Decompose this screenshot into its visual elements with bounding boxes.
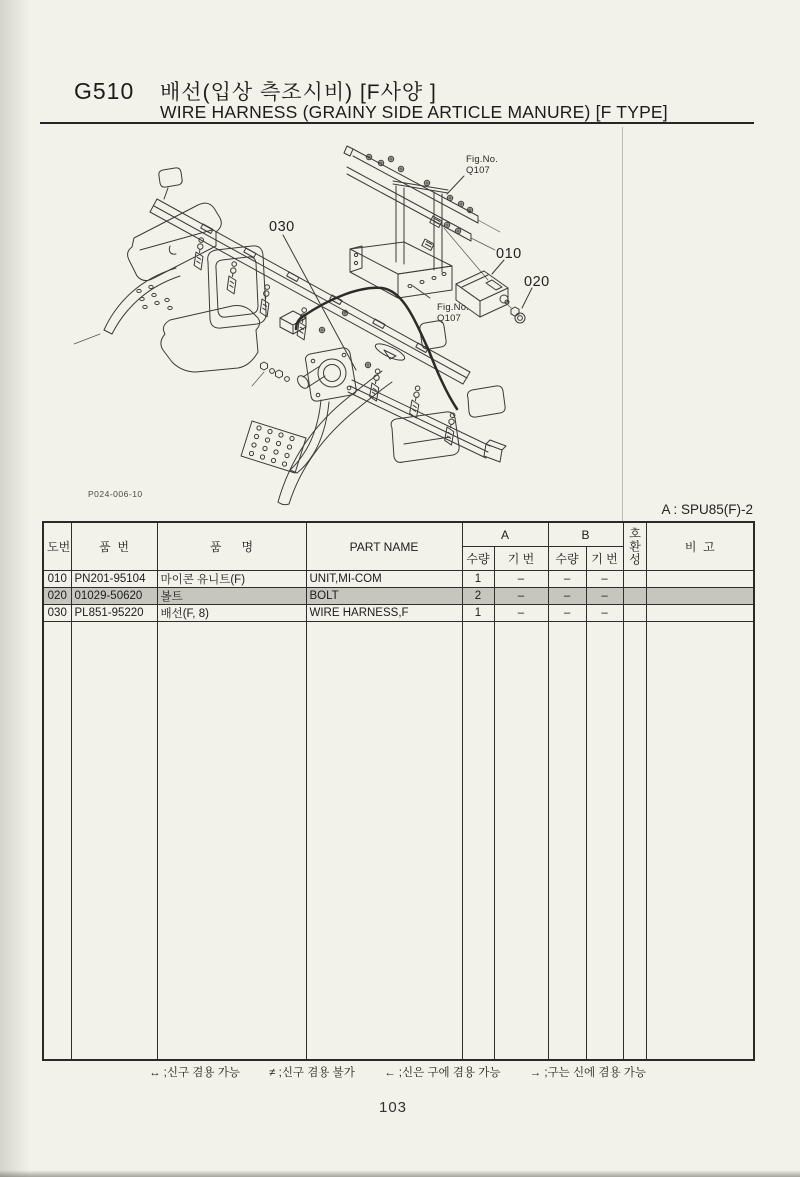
cell-name-ko: 마이콘 유니트(F)	[157, 571, 306, 588]
cell-b-serial: –	[586, 605, 623, 622]
header-b-serial: 기 번	[586, 547, 623, 571]
connector-box	[252, 311, 407, 386]
header-a-qty: 수량	[462, 547, 494, 571]
cell-b-qty: –	[548, 588, 586, 605]
cell-b-serial: –	[586, 588, 623, 605]
cell-remarks	[646, 605, 754, 622]
table-empty-area	[43, 622, 754, 1061]
cell-a-qty: 1	[462, 571, 494, 588]
cell-part-name: BOLT	[306, 588, 462, 605]
cell-fig-no: 020	[43, 588, 71, 605]
steering-hub	[295, 348, 356, 401]
model-note: A : SPU85(F)-2	[661, 502, 753, 517]
cell-part-name: WIRE HARNESS,F	[306, 605, 462, 622]
cell-remarks	[646, 571, 754, 588]
cell-part-no: PL851-95220	[71, 605, 157, 622]
tank-outline	[128, 168, 222, 281]
cell-compat	[623, 605, 646, 622]
exploded-parts-diagram	[0, 0, 800, 520]
cell-a-qty: 2	[462, 588, 494, 605]
header-group-a: A	[462, 522, 548, 547]
header-part-no: 품 번	[71, 522, 157, 571]
cell-a-qty: 1	[462, 605, 494, 622]
cell-a-serial: –	[494, 571, 548, 588]
fig-ref-top-line1: Fig.No.	[466, 154, 499, 165]
cell-name-ko: 배선(F, 8)	[157, 605, 306, 622]
header-compat: 호환성	[623, 522, 646, 571]
label-030: 030	[269, 219, 295, 235]
mount-bolt	[506, 303, 525, 323]
table-row	[43, 571, 754, 588]
cell-part-no: PN201-95104	[71, 571, 157, 588]
parts-table	[42, 521, 755, 1061]
cell-b-serial: –	[586, 571, 623, 588]
page-title-code: G510	[74, 78, 135, 104]
fig-ref-bottom-line1: Fig.No.	[437, 302, 470, 313]
lower-rail	[348, 321, 506, 463]
cell-remarks	[646, 588, 754, 605]
fig-ref-top-line2: Q107	[466, 165, 491, 176]
cell-a-serial: –	[494, 605, 548, 622]
step-plate	[241, 421, 306, 473]
header-remarks: 비 고	[646, 522, 754, 571]
fig-ref-bottom-line2: Q107	[437, 313, 462, 324]
cell-part-no: 01029-50620	[71, 588, 157, 605]
seat	[161, 246, 266, 372]
cell-b-qty: –	[548, 571, 586, 588]
header-name-ko: 품 명	[157, 522, 306, 571]
table-row	[43, 588, 754, 605]
table-header-row-1	[43, 522, 754, 547]
cell-name-ko: 볼트	[157, 588, 306, 605]
legend-item: → ;구는 신에 겸용 가능	[529, 1067, 646, 1079]
legend-item: ↔ ;신구 겸용 가능	[148, 1067, 240, 1079]
header-part-name: PART NAME	[306, 522, 462, 571]
label-010: 010	[496, 246, 522, 262]
header-group-b: B	[548, 522, 623, 547]
cell-b-qty: –	[548, 605, 586, 622]
legend-item: ← ;신은 구에 겸용 가능	[384, 1067, 501, 1079]
scan-edge-bottom	[0, 1170, 800, 1177]
main-frame-beam	[150, 199, 470, 384]
header-a-serial: 기 번	[494, 547, 548, 571]
figure-caption: P024-006-10	[88, 489, 143, 499]
label-020: 020	[524, 274, 550, 290]
cell-fig-no: 030	[43, 605, 71, 622]
cell-compat	[623, 571, 646, 588]
page-title-korean: 배선(입상 측조시비) [F사양 ]	[160, 81, 437, 104]
header-fig-no: 도번	[43, 522, 71, 571]
harness-clips	[194, 237, 457, 445]
page-title-english: WIRE HARNESS (GRAINY SIDE ARTICLE MANURE) [F TYPE]	[160, 102, 668, 122]
table-row	[43, 605, 754, 622]
compatibility-legend	[42, 1064, 753, 1080]
page-number: 103	[378, 1099, 408, 1116]
cell-part-name: UNIT,MI-COM	[306, 571, 462, 588]
cell-fig-no: 010	[43, 571, 71, 588]
legend-item: ≠ ;신구 겸용 불가	[269, 1067, 355, 1079]
header-b-qty: 수량	[548, 547, 586, 571]
cell-compat	[623, 588, 646, 605]
cell-a-serial: –	[494, 588, 548, 605]
